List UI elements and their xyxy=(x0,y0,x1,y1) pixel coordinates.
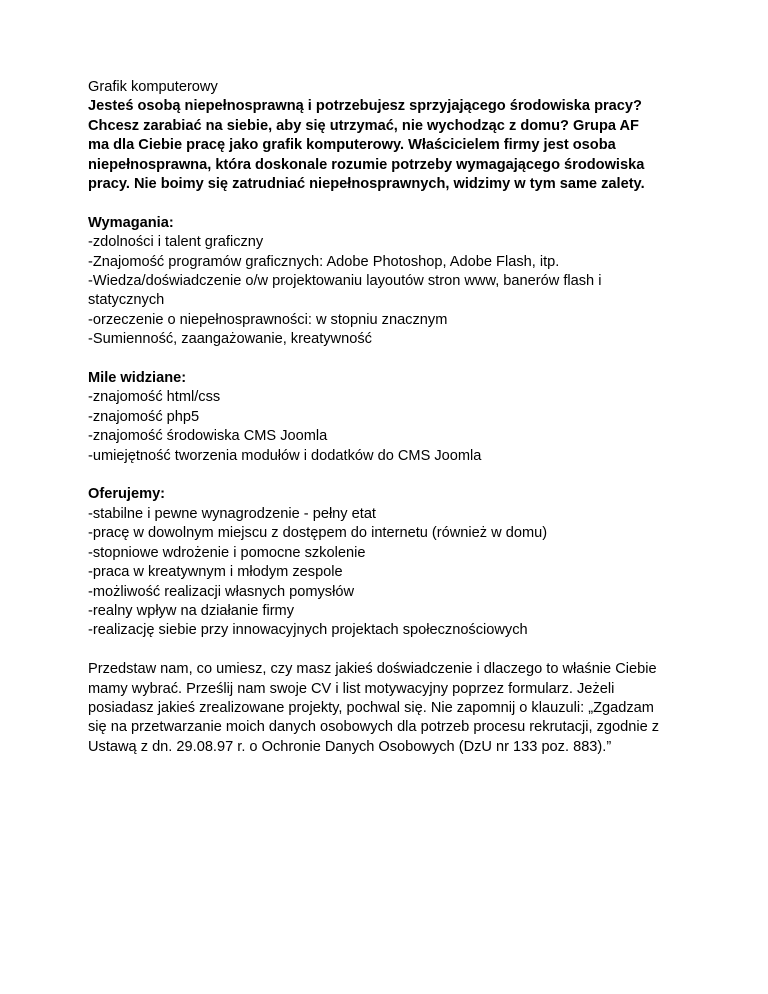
offer-item: -praca w kreatywnym i młodym zespole xyxy=(88,564,343,581)
closing-line: posiadasz jakieś zrealizowane projekty, pochwal się. Nie zapomnij o klauzuli: „Zgadzam xyxy=(88,699,654,716)
offer-item: -stabilne i pewne wynagrodzenie - pełny etat xyxy=(88,505,376,522)
intro-line: Chcesz zarabiać na siebie, aby się utrzymać, nie wychodząc z domu? Grupa AF xyxy=(88,117,639,134)
nice-to-have-item: -umiejętność tworzenia modułów i dodatków do CMS Joomla xyxy=(88,447,482,464)
offer-item: -stopniowe wdrożenie i pomocne szkolenie xyxy=(88,544,366,561)
requirements-section xyxy=(88,214,680,350)
intro-paragraph xyxy=(88,97,680,194)
closing-line: Przedstaw nam, co umiesz, czy masz jakieś doświadczenie i dlaczego to właśnie Ciebie xyxy=(88,661,657,678)
offer-section xyxy=(88,485,680,640)
nice-to-have-heading: Mile widziane: xyxy=(88,370,187,387)
requirement-item: -Znajomość programów graficznych: Adobe Photoshop, Adobe Flash, itp. xyxy=(88,253,560,270)
nice-to-have-item: -znajomość php5 xyxy=(88,408,200,425)
spacer xyxy=(88,466,680,485)
offer-item: -możliwość realizacji własnych pomysłów xyxy=(88,583,355,600)
requirement-item: -Wiedza/doświadczenie o/w projektowaniu layoutów stron www, banerów flash i xyxy=(88,273,602,290)
offer-heading: Oferujemy: xyxy=(88,486,166,503)
closing-line: się na przetwarzanie moich danych osobowych dla potrzeb procesu rekrutacji, zgodnie z xyxy=(88,719,660,736)
offer-item: -realny wpływ na działanie firmy xyxy=(88,602,295,619)
requirements-heading: Wymagania: xyxy=(88,214,174,231)
spacer xyxy=(88,194,680,213)
closing-line: mamy wybrać. Prześlij nam swoje CV i list motywacyjny poprzez formularz. Jeżeli xyxy=(88,680,615,697)
document-body xyxy=(88,78,680,757)
closing-paragraph xyxy=(88,660,680,757)
spacer xyxy=(88,641,680,660)
intro-line: pracy. Nie boimy się zatrudniać niepełnosprawnych, widzimy w tym same zalety. xyxy=(88,176,645,193)
spacer xyxy=(88,350,680,369)
intro-line: ma dla Ciebie pracę jako grafik komputerowy. Właścicielem firmy jest osoba xyxy=(88,137,616,154)
requirement-item: statycznych xyxy=(88,292,165,309)
nice-to-have-item: -znajomość html/css xyxy=(88,389,221,406)
intro-line: niepełnosprawna, która doskonale rozumie potrzeby wymagającego środowiska xyxy=(88,156,645,173)
offer-item: -pracę w dowolnym miejscu z dostępem do internetu (również w domu) xyxy=(88,525,548,542)
nice-to-have-section xyxy=(88,369,680,466)
requirement-item: -orzeczenie o niepełnosprawności: w stopniu znacznym xyxy=(88,311,448,328)
requirement-item: -Sumienność, zaangażowanie, kreatywność xyxy=(88,331,372,348)
offer-item: -realizację siebie przy innowacyjnych projektach społecznościowych xyxy=(88,622,528,639)
intro-line: Jesteś osobą niepełnosprawną i potrzebujesz sprzyjającego środowiska pracy? xyxy=(88,98,642,115)
requirement-item: -zdolności i talent graficzny xyxy=(88,234,264,251)
nice-to-have-item: -znajomość środowiska CMS Joomla xyxy=(88,428,328,445)
closing-line: Ustawą z dn. 29.08.97 r. o Ochronie Danych Osobowych (DzU nr 133 poz. 883).” xyxy=(88,738,612,755)
job-title: Grafik komputerowy xyxy=(88,79,218,95)
